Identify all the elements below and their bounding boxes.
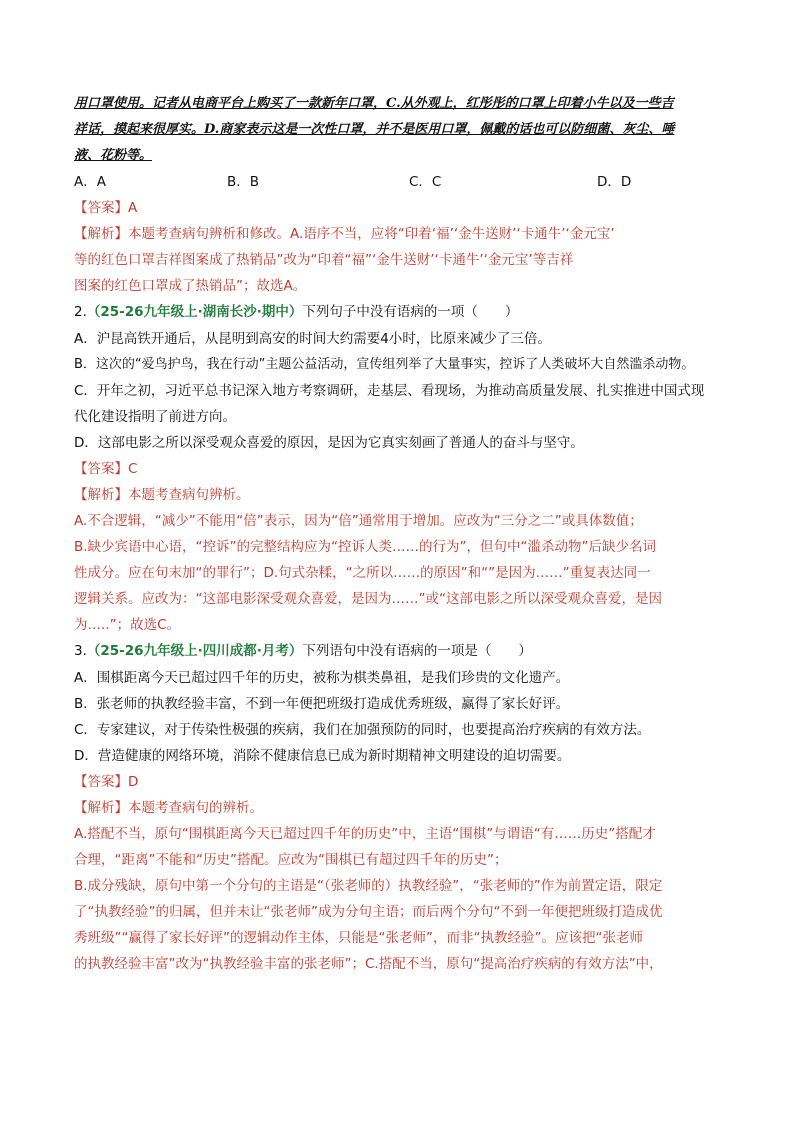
answer-tag: 【答案】 xyxy=(74,774,128,790)
q2-answer xyxy=(74,456,724,482)
q3-option-b: B．张老师的执教经验丰富，不到一年便把班级打造成优秀班级，赢得了家长好评。 xyxy=(74,696,570,712)
q3-option-c: C．专家建议，对于传染性极强的疾病，我们在加强预防的同时，也要提高治疗疾病的有效方法。 xyxy=(74,722,651,738)
q2-option-a: A．沪昆高铁开通后，从昆明到高安的时间大约需要4小时，比原来减少了三倍。 xyxy=(74,331,551,347)
q3-source: （25-26九年级上·四川成都·月考） xyxy=(86,643,303,659)
analysis-line: A.不合逻辑，“减少”不能用“倍”表示，因为“倍”通常用于增加。应改为“三分之二”或具体数值； xyxy=(74,513,643,529)
analysis-line: A.搭配不当，原句“围棋距离今天已超过四千年的历史”中，主语“围棋”与谓语“有……历史”搭配才 xyxy=(74,826,656,842)
analysis-line: 性成分。应在句末加“的罪行”；D.句式杂糅，“之所以……的原因”和“”是因为……”重复表达同一 xyxy=(74,565,651,581)
q1-stem-line: 祥话，摸起来很厚实。D.商家表示这是一次性口罩，并不是医用口罩，佩戴的话也可以防细菌、灰尘、唾 xyxy=(74,122,675,137)
q1-options xyxy=(74,169,724,195)
q1-option-d: D．D xyxy=(597,174,632,190)
answer-tag: 【答案】 xyxy=(74,200,128,216)
q3-stem xyxy=(74,638,724,665)
q3-number: 3. xyxy=(74,643,87,659)
analysis-tag: 【解析】 xyxy=(74,800,128,816)
analysis-line: 本题考查病句辨析和修改。A.语序不当，应将“印着‘福’‘金牛送财’‘卡通牛’‘金元宝’ xyxy=(128,226,615,242)
analysis-line: B.成分残缺，原句中第一个分句的主语是“（张老师的）执教经验”，“张老师的”作为前置定语，限定 xyxy=(74,878,663,894)
q1-option-b: B．B xyxy=(227,174,260,190)
analysis-line: 的执教经验丰富”改为“执教经验丰富的张老师”；C.搭配不当，原句“提高治疗疾病的有效方法”中， xyxy=(74,956,663,972)
answer-tag: 【答案】 xyxy=(74,461,128,477)
q3-option-d: D．营造健康的网络环境，消除不健康信息已成为新时期精神文明建设的迫切需要。 xyxy=(74,748,571,764)
q2-question: 下列句子中没有语病的一项（ ） xyxy=(302,304,519,320)
q1-option-c: C．C xyxy=(409,174,442,190)
q2-number: 2. xyxy=(74,304,87,320)
q1-stem-line: 液、花粉等。 xyxy=(74,148,153,163)
analysis-line: 等的红色口罩吉祥图案成了热销品”改为“印着“福”‘金牛送财’‘卡通牛’‘金元宝’等吉祥 xyxy=(74,252,574,268)
analysis-line: 秀班级”“赢得了家长好评”的逻辑动作主体，只能是“张老师”，而非“执教经验”。应该把“张老师 xyxy=(74,930,643,946)
analysis-tag: 【解析】 xyxy=(74,226,128,242)
q1-stem-line: 用口罩使用。记者从电商平台上购买了一款新年口罩，C.从外观上，红彤彤的口罩上印着小牛以及一些吉 xyxy=(74,96,674,111)
q1-analysis xyxy=(74,221,724,247)
q2-stem xyxy=(74,299,724,326)
q2-option-c-cont: 代化建设指明了前进方向。 xyxy=(74,409,236,425)
analysis-line: 为…..”；故选C。 xyxy=(74,617,181,633)
answer-value: D xyxy=(128,774,139,790)
q3-analysis xyxy=(74,795,724,821)
q3-answer xyxy=(74,769,724,795)
q2-option-c: C．开年之初，习近平总书记深入地方考察调研，走基层、看现场，为推动高质量发展、扎实推进中国式现 xyxy=(74,383,705,399)
page-content xyxy=(74,91,724,977)
q2-analysis xyxy=(74,482,724,508)
analysis-line: 合理，“距离”不能和“历史”搭配。应改为“围棋已有超过四千年的历史”； xyxy=(74,852,508,868)
analysis-intro: 本题考查病句辨析。 xyxy=(128,487,250,503)
analysis-line: B.缺少宾语中心语，“控诉”的完整结构应为“控诉人类……的行为”，但句中“滥杀动物”后缺少名词 xyxy=(74,539,657,555)
analysis-line: 逻辑关系。应改为：“这部电影深受观众喜爱，是因为……”或“这部电影之所以深受观众喜爱，是因 xyxy=(74,591,662,607)
answer-value: A xyxy=(128,200,138,216)
q3-question: 下列语句中没有语病的一项是（ ） xyxy=(302,643,532,659)
q1-answer xyxy=(74,195,724,221)
q1-option-a: A．A xyxy=(74,174,106,190)
q2-option-d: D．这部电影之所以深受观众喜爱的原因，是因为它真实刻画了普通人的奋斗与坚守。 xyxy=(74,435,584,451)
q3-option-a: A．围棋距离今天已超过四千年的历史，被称为棋类鼻祖，是我们珍贵的文化遗产。 xyxy=(74,670,570,686)
answer-value: C xyxy=(128,461,138,477)
analysis-intro: 本题考查病句的辨析。 xyxy=(128,800,263,816)
q2-source: （25-26九年级上·湖南长沙·期中） xyxy=(86,304,303,320)
analysis-line: 图案的红色口罩成了热销品”；故选A。 xyxy=(74,278,307,294)
q2-option-b: B．这次的“爱鸟护鸟，我在行动”主题公益活动，宣传组列举了大量事实，控诉了人类破坏大自然滥杀动物。 xyxy=(74,357,695,372)
analysis-line: 了“执教经验”的归属，但并未让“张老师”成为分句主语；而后两个分句“不到一年便把班级打造成优 xyxy=(74,904,663,920)
analysis-tag: 【解析】 xyxy=(74,487,128,503)
